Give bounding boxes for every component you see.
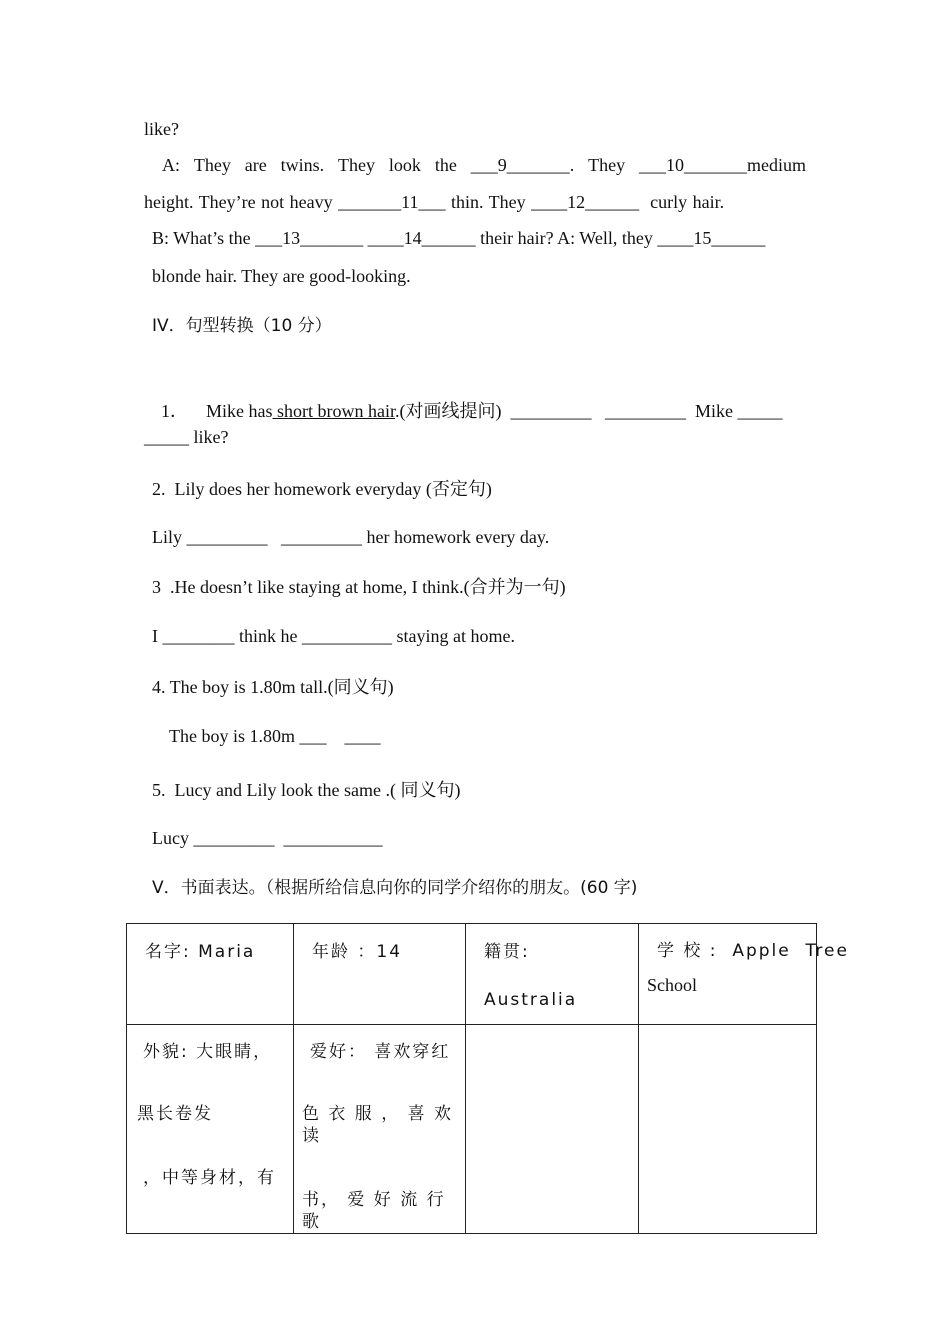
looks-line-1: 外貌: 大眼睛， bbox=[143, 1042, 273, 1062]
name-value: 名字: Maria bbox=[145, 942, 256, 962]
question-5-answer: Lucy _________ ___________ bbox=[152, 828, 383, 848]
question-2-answer: Lily _________ _________ her homework every day. bbox=[152, 527, 550, 547]
question-2: 2. Lily does her homework everyday (否定句) bbox=[152, 479, 492, 499]
passage-line-2: height. They’re not heavy _______11___ thin. They ____12______ curly hair. bbox=[144, 192, 725, 212]
school-line-1 bbox=[657, 928, 849, 975]
question-1-number: 1． bbox=[161, 401, 188, 421]
passage-word: They bbox=[588, 155, 626, 175]
passage-word: They bbox=[193, 155, 231, 175]
origin-value: 籍贯: Australia bbox=[484, 942, 578, 1010]
passage-word: A: bbox=[162, 155, 180, 175]
passage-word: are bbox=[244, 155, 267, 175]
looks-line-3: ，中等身材，有 bbox=[143, 1168, 276, 1188]
question-1-text-b: .(对画线提问) _________ _________ Mike _____ bbox=[394, 401, 783, 421]
looks-line-2: 黑长卷发 bbox=[137, 1104, 213, 1124]
school-value: 学 校 : Apple Tree bbox=[657, 941, 849, 961]
passage-line-0: like? bbox=[144, 119, 179, 139]
passage-line-3: B: What’s the ___13_______ ____14______ their hair? A: Well, they ____15______ bbox=[152, 228, 766, 248]
table-row bbox=[127, 1025, 817, 1234]
school-line-2: School bbox=[647, 975, 698, 995]
passage-word: the bbox=[434, 155, 457, 175]
hobby-line-2: 色 衣 服 ， 喜 欢 读 bbox=[302, 1104, 454, 1146]
section-v-title: V．书面表达。（根据所给信息向你的同学介绍你的朋友。(60 字) bbox=[152, 878, 638, 898]
passage-word: ___9_______. bbox=[470, 155, 575, 175]
table-cell-name bbox=[127, 924, 294, 1025]
passage-word: twins. bbox=[280, 155, 325, 175]
table-cell-empty bbox=[466, 1025, 639, 1234]
question-1-underlined: short brown hair bbox=[272, 401, 395, 421]
table-row bbox=[127, 924, 817, 1025]
passage-word: They bbox=[338, 155, 376, 175]
question-3: 3 .He doesn’t like staying at home, I think.(合并为一句) bbox=[152, 577, 566, 597]
question-5: 5. Lucy and Lily look the same .( 同义句) bbox=[152, 780, 461, 800]
question-1-line-2: _____ like? bbox=[144, 427, 229, 447]
passage-word: look bbox=[388, 155, 421, 175]
passage-line-4: blonde hair. They are good-looking. bbox=[152, 266, 411, 286]
age-value: 年龄 ：14 bbox=[312, 942, 403, 962]
section-iv-title: IV．句型转换（10 分） bbox=[152, 316, 332, 336]
info-table bbox=[126, 923, 849, 1234]
passage-line-1 bbox=[162, 154, 806, 176]
hobby-line-1: 爱好： 喜欢穿红 bbox=[310, 1042, 451, 1062]
table-cell-age bbox=[294, 924, 466, 1025]
table-cell-hobby bbox=[294, 1025, 466, 1234]
question-3-answer: I ________ think he __________ staying at home. bbox=[152, 626, 515, 646]
question-4: 4. The boy is 1.80m tall.(同义句) bbox=[152, 677, 394, 697]
table-cell-empty bbox=[639, 1025, 817, 1234]
question-1-text-a: Mike has bbox=[206, 401, 273, 421]
table-cell-looks bbox=[127, 1025, 294, 1234]
table-cell-school bbox=[639, 924, 849, 1025]
table-cell-origin bbox=[466, 924, 639, 1025]
hobby-line-3: 书， 爱 好 流 行 歌 bbox=[302, 1190, 446, 1232]
question-4-answer: The boy is 1.80m ___ ____ bbox=[169, 726, 381, 746]
question-1 bbox=[152, 378, 782, 422]
passage-word: ___10_______medium bbox=[638, 155, 806, 175]
